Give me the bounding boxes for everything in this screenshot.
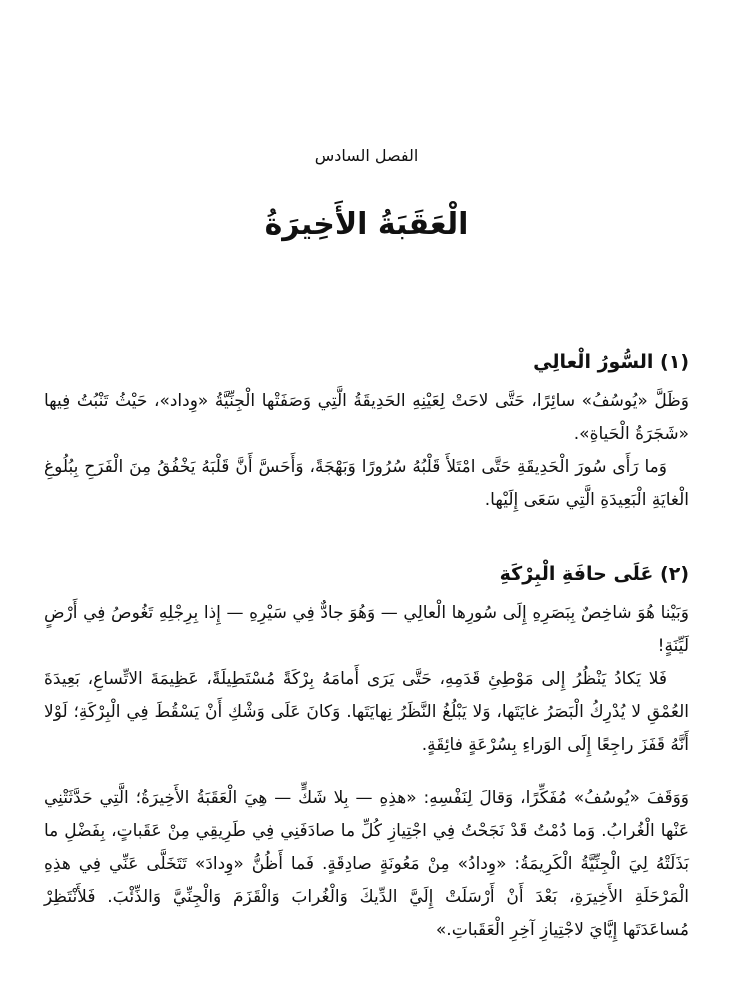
- paragraph: وَبَيْنا هُوَ شاخِصٌ بِبَصَرِهِ إِلَى سُورِها الْعالِي — وَهُوَ جادٌّ فِي سَيْرِهِ — إِذا بِرِجْلِهِ تَغُوصُ فِي أَرْضٍ لَيِّنَةٍ!: [44, 602, 689, 656]
- section-heading: (١) السُّورُ الْعالِي: [533, 351, 689, 373]
- section-heading: (٢) عَلَى حافَةِ الْبِرْكَةِ: [499, 563, 689, 585]
- section-1: [44, 348, 689, 517]
- paragraph: وَما رَأَى سُورَ الْحَدِيقَةِ حَتَّى امْتَلأَ قَلْبُهُ سُرُورًا وَبَهْجَةً، وَأَحَسَّ أَنَّ قَلْبَهُ يَخْفُقُ مِنَ الْفَرَحِ بِبُلُوغِ الْغايَةِ الْبَعِيدَةِ الَّتِي سَعَى إِلَيْها.: [44, 456, 689, 510]
- paragraph: فَلا يَكادُ يَنْظُرُ إِلى مَوْطِئِ قَدَمِهِ، حَتَّى يَرَى أَمامَهُ بِرْكَةً مُسْتَطِيلَةً، عَظِيمَةَ الاتِّساعِ، بَعِيدَةَ العُمْقِ لا يُدْرِكُ الْبَصَرُ غايَتَها، وَلا يَبْلُغُ النَّظَرُ نِهايَتَها. وَكانَ عَلَى وَشْكِ أَنْ يَسْقُطَ فِي الْبِرْكَةِ؛ لَوْلا أَنَّهُ قَفَزَ راجِعًا إِلَى الوَراءِ بِسُرْعَةٍ فائِقَةٍ.: [44, 668, 689, 755]
- section-2: [44, 560, 689, 947]
- chapter-label: الفصل السادس: [314, 146, 419, 165]
- paragraph: وَوَقَفَ «يُوسُفُ» مُفَكِّرًا، وَقالَ لِنَفْسِهِ: «هذِهِ — بِلا شَكٍّ — هِيَ الْعَقَبَةُ الأَخِيرَةُ؛ الَّتِي حَدَّثَتْنِي عَنْها الْغُرابُ. وَما دُمْتُ قَدْ نَجَحْتُ فِي اجْتِيازِ كُلِّ ما صادَفَنِي فِي طَرِيقِي مِنْ عَقَباتٍ، بِفَضْلِ ما بَذَلَتْهُ لِيَ الْجِنِّيَّةُ الْكَرِيمَةُ: «وِدادُ» مِنْ مَعُونَةٍ صادِقَةٍ. فَما أَظُنُّ «وِدادَ» تَتَخَلَّى عَنِّي فِي هذِهِ الْمَرْحَلَةِ الأَخِيرَةِ، بَعْدَ أَنْ أَرْسَلَتْ إِلَيَّ الدِّيكَ وَالْغُرابَ وَالْقَزَمَ وَالْجِنِّيَّ وَالذِّئْبَ. فَلأَنْتَظِرْ مُساعَدَتَها إِيَّايَ لاجْتِيازِ آخِرِ الْعَقَباتِ.»: [44, 787, 689, 940]
- chapter-title: الْعَقَبَةُ الأَخِيرَةُ: [264, 207, 469, 242]
- paragraph: وَظَلَّ «يُوسُفُ» سائِرًا، حَتَّى لاحَتْ لِعَيْنِهِ الحَدِيقَةُ الَّتِي وَصَفَتْها الْجِنِّيَّةُ «وِداد»، حَيْثُ تَنْبُتُ فِيها «شَجَرَةُ الْحَياةِ».: [44, 390, 689, 444]
